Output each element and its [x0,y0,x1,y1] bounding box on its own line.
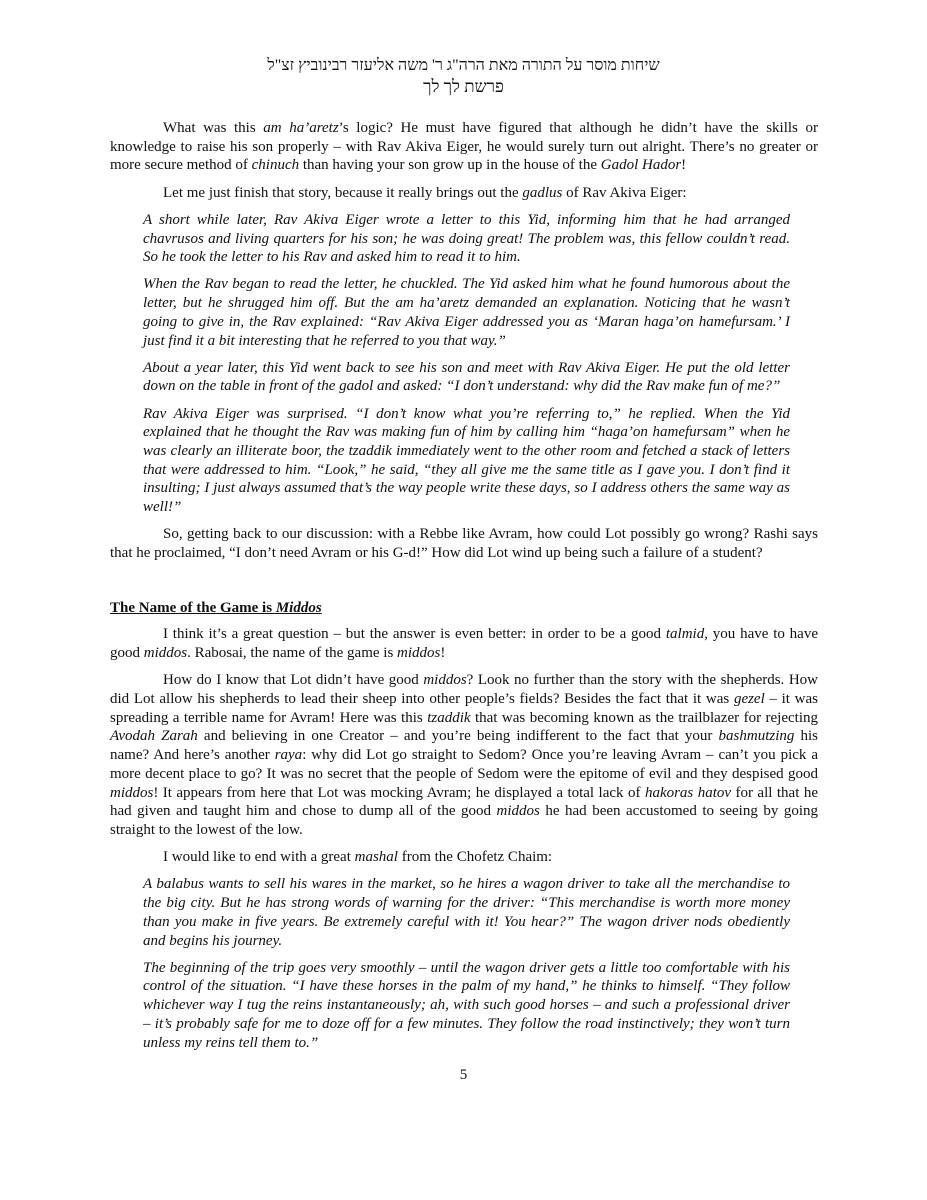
emphasized-text: Gadol Hador [600,157,682,174]
text-run: he had been accustomed to seeing by going straight to the lowest of the low. [110,803,818,838]
emphasized-text: raya [274,747,303,764]
text-run: About a year later, this Yid went back to see his son and meet with Rav Akiva Eiger. He put the old letter down on the table in front of the gadol and asked: “I don’t understand: why did the Rav make fun of me?” [143,359,790,395]
text-run: , you have to have good [110,626,818,662]
block-quote-paragraph [143,211,790,267]
text-run: The beginning of the trip goes very smoothly – until the wagon driver gets a little too comfortable with his control of the situation. “I have these horses in the palm of my hand,” he thinks to himself. “They follow whichever way I tug the reins instantaneously; ah, with such good horses – and such a professional driver – it’s probably safe for me to doze off for a few minutes. They follow the road instinctively; they won’t turn unless my reins tell them to.” [143,959,790,1051]
body-paragraph [110,848,818,867]
emphasized-text: mashal [354,849,398,866]
text-run: of Rav Akiva Eiger: [562,184,687,201]
emphasized-text: hakoras hatov [644,784,732,801]
text-run: ! It appears from here that Lot was mocking Avram; he displayed a total lack of [153,784,645,801]
body-paragraph [110,525,818,562]
body-paragraph [110,625,818,662]
text-run: for all that he had given and taught him and chose to dump all of the good [110,784,818,820]
emphasized-text: middos [496,803,540,820]
document-body [110,119,818,1052]
text-run: A balabus wants to sell his wares in the market, so he hires a wagon driver to take all the merchandise to the big city. But he has strong words of warning for the driver: “This merchandise is worth more money than you make in five years. Be extremely careful with it! You hear?” The wagon driver nods obediently and begins his journey. [143,876,790,949]
text-run: : why did Lot go straight to Sedom? Once you’re leaving Avram – can’t you pick a more decent place to go? It was no secret that the people of Sedom were the epitome of evil and they despised good [110,747,818,782]
emphasized-text: Middos [275,599,322,616]
text-run: – it was spreading a terrible name for Avram! Here was this [110,691,818,726]
emphasized-text: middos [110,784,154,801]
running-header-parsha: פרשת לך לך [423,77,504,96]
text-run: How do I know that Lot didn’t have good [163,672,424,689]
emphasized-text: gezel [733,691,765,708]
text-run: ! [681,157,687,174]
text-run: his name? And here’s another [110,728,818,764]
text-run: So, getting back to our discussion: with a Rebbe like Avram, how could Lot possibly go wrong? Rashi says that he proclaimed, “I don’t need Avram or his G-d!” How did Lot wind up being such a failure of a student? [110,526,818,562]
text-run: ? Look no further than the story with the shepherds. How did Lot allow his shepherds to lead their sheep into other people’s fields? Besides the fact that it was [110,672,818,708]
text-run: Rav Akiva Eiger was surprised. “I don’t know what you’re referring to,” he replied. When the Yid explained that he thought the Rav was making fun of him by calling him “haga’on hamefursam” when he was clearly an illiterate boor, the tzaddik immediately went to the other room and fetched a stack of letters that were addressed to him. “Look,” he said, “they all give me the same title as I gave you. I don’t find it insulting; I just always assumed that’s the way people write these days, so I address others the same way as well!” [143,405,790,516]
block-quote-paragraph [143,275,790,350]
text-run: I would like to end with a great [163,849,355,866]
text-run: from the Chofetz Chaim: [397,849,553,866]
emphasized-text: am ha’aretz [263,120,339,136]
block-quote-paragraph [143,959,790,1053]
block-quote-paragraph [143,359,790,396]
emphasized-text: bashmutzing [718,728,795,745]
text-run: than having your son grow up in the house of the [299,157,601,174]
block-quote-paragraph [143,875,790,950]
page-number: 5 [459,1067,468,1084]
section-heading [110,599,818,618]
emphasized-text: chinuch [251,157,300,174]
emphasized-text: gadlus [522,184,563,201]
block-quote-paragraph [143,405,790,517]
emphasized-text: middos [397,645,441,662]
text-run: ’s logic? He must have figured that although he didn’t have the skills or knowledge to raise his son properly – with Rav Akiva Eiger, he would surely turn out alright. There’s no greater or more secure method of [110,120,818,174]
text-run: What was this [163,120,264,136]
emphasized-text: tzaddik [427,709,471,726]
body-paragraph [110,184,818,203]
text-run: A short while later, Rav Akiva Eiger wrote a letter to this Yid, informing him that he had arranged chavrusos and living quarters for his son; he was doing great! The problem was, this fellow couldn’t read. So he took the letter to his Rav and asked him to read it to him. [143,211,790,266]
text-run: . Rabosai, the name of the game is [187,645,398,662]
running-header-title: שיחות מוסר על התורה מאת הרה"ג ר' משה אליעזר רבינוביץ זצ"ל [267,57,660,74]
body-paragraph [110,119,818,175]
body-paragraph [110,671,818,839]
text-run: ! [440,645,446,662]
emphasized-text: middos [423,672,467,689]
text-run: The Name of the Game is [110,599,276,616]
text-run: Let me just finish that story, because it really brings out the [163,184,523,201]
text-run: and believing in one Creator – and you’re being indifferent to the fact that your [197,728,719,745]
emphasized-text: talmid [665,626,705,643]
text-run: I think it’s a great question – but the answer is even better: in order to be a good [163,626,666,643]
text-run: When the Rav began to read the letter, he chuckled. The Yid asked him what he found humorous about the letter, but he shrugged him off. But the am ha’aretz demanded an explanation. Noticing that he wasn’t going to give in, the Rav explained: “Rav Akiva Eiger addressed you as ‘Maran haga’on hamefursam.’ I just find it a bit interesting that he referred to you that way.” [143,276,790,349]
emphasized-text: middos [143,645,188,662]
text-run: that was becoming known as the trailblazer for rejecting [470,709,818,726]
emphasized-text: Avodah Zarah [110,728,198,745]
